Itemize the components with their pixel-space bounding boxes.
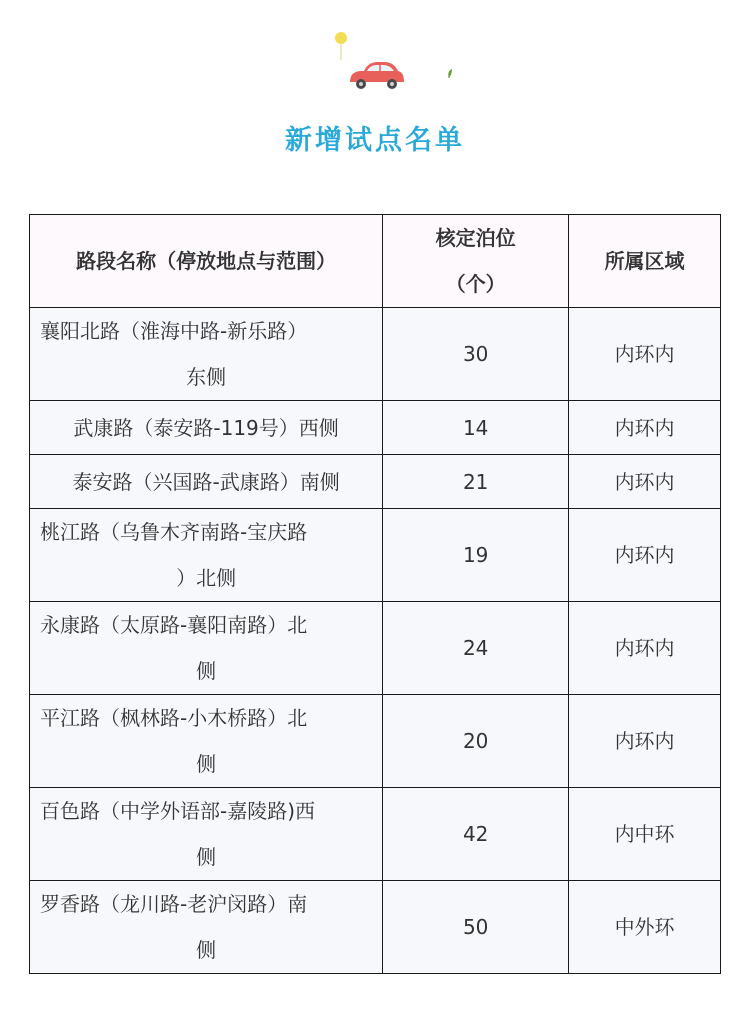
cell-area: 内环内 — [569, 308, 721, 401]
table-header-row — [30, 215, 721, 308]
cell-road-name — [30, 695, 383, 788]
header-road-name: 路段名称（停放地点与范围） — [30, 215, 383, 308]
header-spots — [383, 215, 569, 308]
header-spots-line2: （个） — [445, 272, 506, 296]
cell-road-name — [30, 881, 383, 974]
road-name-line1: 泰安路（兴国路-武康路）南侧 — [72, 469, 340, 494]
pilot-list-table — [29, 214, 721, 974]
cell-spots: 20 — [383, 695, 569, 788]
road-name-line1: 罗香路（龙川路-老沪闵路）南 — [40, 892, 308, 916]
road-name-line1: 襄阳北路（淮海中路-新乐路） — [40, 319, 308, 343]
road-name-line1: 平江路（枫林路-小木桥路）北 — [40, 706, 308, 730]
road-name-line1: 桃江路（乌鲁木齐南路-宝庆路 — [40, 520, 308, 544]
table-row — [30, 881, 721, 974]
table-row — [30, 788, 721, 881]
cell-spots: 19 — [383, 509, 569, 602]
page-title: 新增试点名单 — [285, 125, 465, 156]
sun-icon — [335, 32, 347, 60]
cell-area: 内环内 — [569, 509, 721, 602]
cell-area: 内环内 — [569, 401, 721, 455]
header-spots-line1: 核定泊位 — [435, 226, 516, 250]
cell-road-name — [30, 788, 383, 881]
cell-spots: 24 — [383, 602, 569, 695]
cell-spots: 30 — [383, 308, 569, 401]
header-decoration — [0, 0, 750, 110]
cell-spots: 42 — [383, 788, 569, 881]
header-area: 所属区域 — [569, 215, 721, 308]
cell-spots: 14 — [383, 401, 569, 455]
cell-road-name — [30, 602, 383, 695]
table-row — [30, 509, 721, 602]
road-name-line1: 百色路（中学外语部-嘉陵路)西 — [40, 799, 316, 823]
table-row — [30, 401, 721, 455]
cell-road-name — [30, 455, 383, 509]
road-name-line2: ）北侧 — [176, 566, 237, 590]
road-name-line1: 武康路（泰安路-119号）西侧 — [73, 415, 339, 440]
road-name-line2: 侧 — [196, 752, 217, 776]
road-name-line2: 东侧 — [186, 365, 227, 389]
table-row — [30, 695, 721, 788]
table-row — [30, 308, 721, 401]
cell-area: 内环内 — [569, 695, 721, 788]
cell-spots: 21 — [383, 455, 569, 509]
cell-area: 中外环 — [569, 881, 721, 974]
table-row — [30, 455, 721, 509]
road-name-line2: 侧 — [196, 659, 217, 683]
cell-road-name — [30, 401, 383, 455]
table-row — [30, 602, 721, 695]
cell-area: 内中环 — [569, 788, 721, 881]
cell-road-name — [30, 308, 383, 401]
car-icon — [350, 62, 404, 89]
road-name-line2: 侧 — [196, 845, 217, 869]
cell-area: 内环内 — [569, 455, 721, 509]
sprout-icon — [448, 69, 452, 78]
cell-road-name — [30, 509, 383, 602]
cell-area: 内环内 — [569, 602, 721, 695]
road-name-line2: 侧 — [196, 938, 217, 962]
cell-spots: 50 — [383, 881, 569, 974]
road-name-line1: 永康路（太原路-襄阳南路）北 — [40, 613, 308, 637]
